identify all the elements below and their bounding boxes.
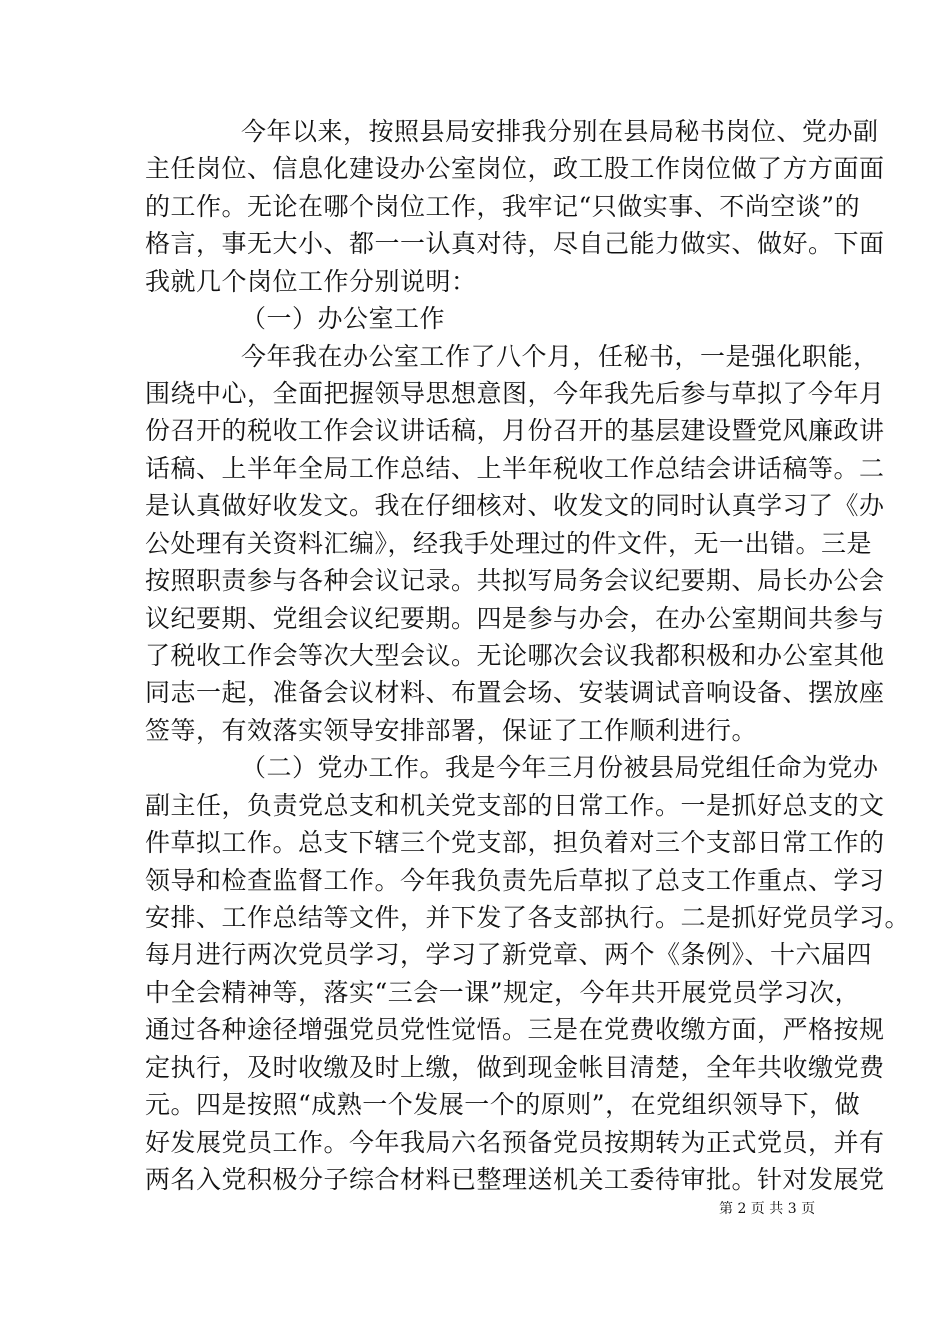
text-line: 今年以来，按照县局安排我分别在县局秘书岗位、党办副	[241, 117, 879, 146]
text-line: 签等，有效落实领导安排部署，保证了工作顺利进行。	[145, 716, 758, 745]
text-line: 围绕中心，全面把握领导思想意图，今年我先后参与草拟了今年月	[145, 379, 885, 408]
text-line: 副主任，负责党总支和机关党支部的日常工作。一是抓好总支的文	[145, 791, 885, 820]
text-line: 好发展党员工作。今年我局六名预备党员按期转为正式党员，并有	[145, 1128, 885, 1157]
text-line: 元。四是按照“成熟一个发展一个的原则”，在党组织领导下，做	[145, 1090, 861, 1119]
text-line: 按照职责参与各种会议记录。共拟写局务会议纪要期、局长办公会	[145, 566, 885, 595]
text-line: 今年我在办公室工作了八个月，任秘书，一是强化职能，	[241, 342, 879, 371]
text-line: （二）党办工作。我是今年三月份被县局党组任命为党办	[241, 753, 879, 782]
text-line: 两名入党积极分子综合材料已整理送机关工委待审批。针对发展党	[145, 1165, 885, 1194]
text-line: 每月进行两次党员学习，学习了新党章、两个《条例》、十六届四	[145, 940, 873, 969]
text-line: 领导和检查监督工作。今年我负责先后草拟了总支工作重点、学习	[145, 866, 885, 895]
text-line: 的工作。无论在哪个岗位工作，我牢记“只做实事、不尚空谈”的	[145, 192, 861, 221]
text-line: 议纪要期、党组会议纪要期。四是参与办会，在办公室期间共参与	[145, 604, 885, 633]
text-line: 是认真做好收发文。我在仔细核对、收发文的同时认真学习了《办	[145, 491, 885, 520]
text-line: 份召开的税收工作会议讲话稿，月份召开的基层建设暨党风廉政讲	[145, 416, 885, 445]
text-line: 我就几个岗位工作分别说明：	[145, 267, 477, 296]
text-line: 公处理有关资料汇编》，经我手处理过的件文件，无一出错。三是	[145, 529, 873, 558]
text-line: 通过各种途径增强党员党性觉悟。三是在党费收缴方面，严格按规	[145, 1015, 885, 1044]
page-number: 第 2 页 共 3 页	[719, 1201, 816, 1217]
text-line: 格言，事无大小、都一一认真对待，尽自己能力做实、做好。下面	[145, 229, 885, 258]
text-line: 中全会精神等，落实“三会一课”规定，今年共开展党员学习次，	[145, 978, 861, 1007]
text-line: 主任岗位、信息化建设办公室岗位，政工股工作岗位做了方方面面	[145, 154, 885, 183]
section-heading: （一）办公室工作	[241, 304, 446, 333]
text-line: 话稿、上半年全局工作总结、上半年税收工作总结会讲话稿等。二	[145, 454, 885, 483]
text-line: 了税收工作会等次大型会议。无论哪次会议我都积极和办公室其他	[145, 641, 885, 670]
text-line: 定执行，及时收缴及时上缴，做到现金帐目清楚，全年共收缴党费	[145, 1053, 885, 1082]
text-line: 同志一起，准备会议材料、布置会场、安装调试音响设备、摆放座	[145, 678, 885, 707]
text-line: 件草拟工作。总支下辖三个党支部，担负着对三个支部日常工作的	[145, 828, 885, 857]
text-line: 安排、工作总结等文件，并下发了各支部执行。二是抓好党员学习。	[145, 903, 911, 932]
